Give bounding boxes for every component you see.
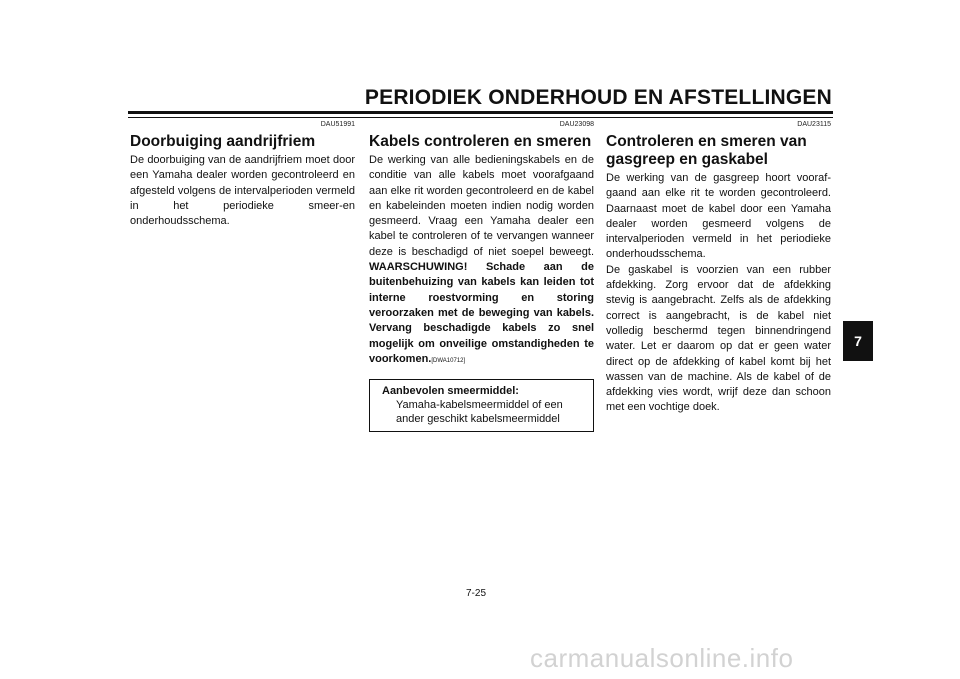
cables-warning: WAARSCHUWING! Schade aan de buitenbehuizing van kabels kan leiden tot interne roestvorming en storing veroorzaken met de beweging van kabels. Vervang beschadigde kabels zo snel mogelijk om onveilige omstandigheden te voorkomen.	[369, 261, 594, 365]
lubricant-box-line: Yamaha-kabelsmeermiddel of een	[396, 399, 563, 412]
section-body-throttle-2: De gaskabel is voorzien van een rubber afdekking. Zorg ervoor dat de afdekking stevig is aangebracht. Zelfs als de afdekking correct is aangebracht, is de kabel niet volledig beschermd tegen binnendringend water. Let er daarom op dat er geen water direct op de afdekking of kabel komt bij het wassen van de machine. Als de kabel of de afdekking vies wordt, wrijf deze dan schoon met een vochtige doek.	[606, 263, 831, 414]
warning-code: [DWA10712]	[431, 357, 466, 364]
header-title: PERIODIEK ONDERHOUD EN AFSTELLINGEN	[364, 86, 832, 109]
header-rule-thin	[128, 117, 833, 118]
section-body-throttle-1: De werking van de gasgreep hoort vooraf-gaand aan elke rit te worden gecontroleerd. Daarnaast moet de kabel door een Yamaha dealer worden gesmeerd volgens de intervalperioden vermeld in het periodieke onderhoudsschema.	[606, 172, 831, 261]
chapter-tab: 7	[843, 321, 873, 361]
lubricant-box	[369, 379, 594, 432]
page-number: 7-25	[466, 588, 487, 599]
column-left	[130, 121, 355, 229]
header-rule	[128, 111, 833, 114]
section-title-drive-belt: Doorbuiging aandrijfriem	[130, 133, 316, 150]
column-middle	[369, 121, 594, 432]
cables-body-text: De werking van alle bedieningskabels en de conditie van alle kabels moet voorafgaand aan elke rit worden gecontroleerd en de kabel en kabeleinden moeten indien nodig worden gesmeerd. Vraag een Yamaha dealer een kabel te controleren of te vervangen wanneer deze is beschadigd of niet soepel beweegt.	[369, 154, 594, 258]
section-body-drive-belt: De doorbuiging van de aandrijfriem moet door een Yamaha dealer worden gecontroleerd en afgesteld volgens de intervalperioden vermeld in het periodieke smeer-en onderhoudsschema.	[130, 154, 355, 228]
watermark: carmanualsonline.info	[530, 643, 794, 673]
section-code: DAU23098	[559, 121, 594, 128]
column-right	[606, 121, 831, 416]
lubricant-box-title: Aanbevolen smeermiddel:	[382, 385, 519, 398]
lubricant-box-line: ander geschikt kabelsmeermiddel	[396, 413, 560, 426]
section-code: DAU23115	[797, 121, 831, 128]
section-body-cables	[369, 153, 594, 369]
section-title-cables: Kabels controleren en smeren	[369, 133, 592, 150]
section-code: DAU51991	[320, 121, 355, 128]
section-title-throttle: Controleren en smeren van gasgreep en gaskabel	[606, 133, 807, 168]
